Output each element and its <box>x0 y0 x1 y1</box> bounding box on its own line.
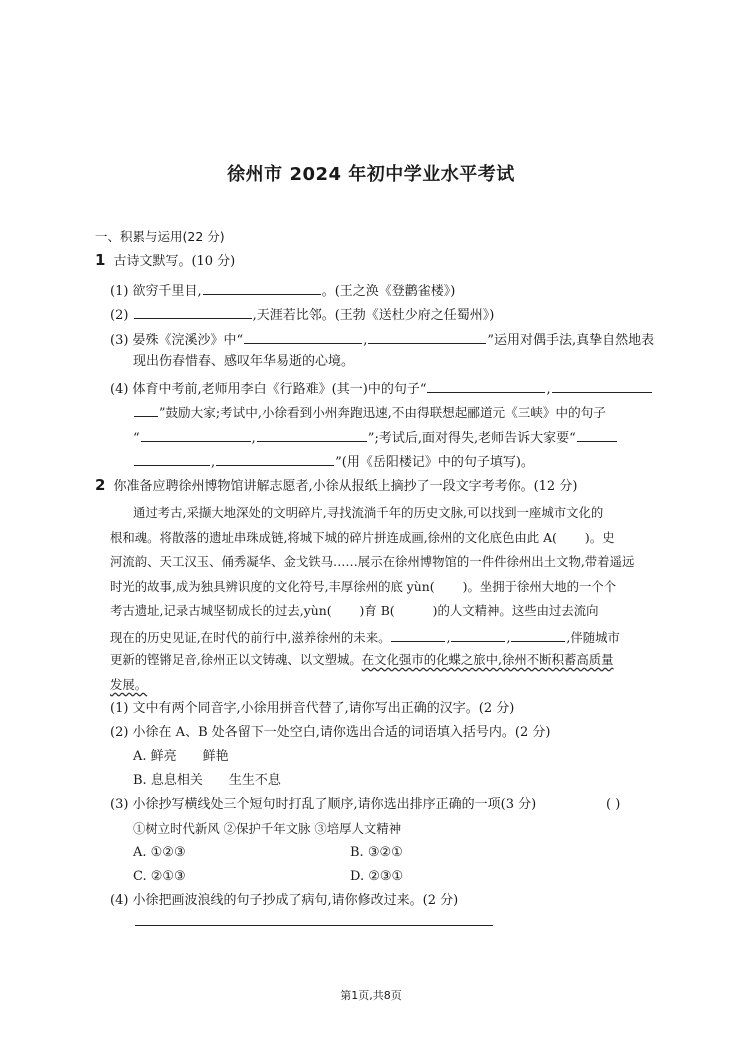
blank-line[interactable] <box>552 378 652 393</box>
blank-line[interactable] <box>244 329 362 344</box>
wavy-underlined-sentence: 在文化强市的化蝶之旅中,徐州不断积蓄高质量 <box>361 652 614 667</box>
blank-line[interactable] <box>511 627 565 642</box>
q1-item-2 <box>110 304 494 325</box>
item-text: ”(用《岳阳楼记》中的句子填写)。 <box>335 455 534 470</box>
passage-text: , <box>446 630 451 645</box>
blank-line[interactable] <box>134 304 252 319</box>
passage-text: 考古遗址,记录古城坚韧成长的过去,yùn( <box>110 603 332 618</box>
question-number: 1 <box>95 251 106 269</box>
blank-line[interactable] <box>577 427 617 442</box>
item-text: (3) 晏殊《浣溪沙》中“ <box>110 333 244 348</box>
option-text: 生生不息 <box>228 773 281 788</box>
blank-line[interactable] <box>216 451 334 466</box>
passage-text: , <box>506 630 511 645</box>
q1-item-4 <box>110 378 653 399</box>
passage-line-3: 河流韵、天工汉玉、俑秀凝华、金戈铁马……展示在徐州博物馆的一件件徐州出土文物,带着遥远 <box>110 554 635 569</box>
section-heading: 一、积累与运用(22 分) <box>95 229 225 244</box>
item-text: ,天涯若比邻。(王勃《送杜少府之任蜀州》) <box>252 308 495 323</box>
item-text: , <box>211 455 216 470</box>
passage-text: 根和魂。将散落的遗址串珠成链,将城下城的碎片拼连成画,徐州的文化底色由此 A( <box>110 530 557 545</box>
passage-text: 现在的历史见证,在时代的前行中,滋养徐州的未来。 <box>110 630 391 645</box>
q2-sub-2: (2) 小徐在 A、B 处各留下一处空白,请你选出合适的词语填入括号内。(2 分) <box>110 725 551 740</box>
passage-text: 时光的故事,成为独具辨识度的文化符号,丰厚徐州的底 yùn( <box>110 579 435 594</box>
item-text: (2) <box>110 308 129 323</box>
option-text: 鲜艳 <box>202 749 229 764</box>
blank-line[interactable] <box>391 627 445 642</box>
passage-line-5 <box>110 602 599 620</box>
question-text: 你准备应聘徐州博物馆讲解志愿者,小徐从报纸上摘抄了一段文字考考你。(12 分) <box>113 479 578 494</box>
question-1-stem <box>95 251 235 271</box>
passage-line-2 <box>110 529 615 547</box>
q1-item-3-cont: 现出伤春惜春、感叹年华易逝的心境。 <box>133 354 355 369</box>
item-text: , <box>546 382 551 397</box>
wavy-underlined-sentence: 发展。 <box>110 677 148 692</box>
item-text: (1) 欲穷千里目, <box>110 284 202 299</box>
q1-item-4-cont3 <box>133 451 534 472</box>
q1-item-4-cont2 <box>133 427 618 448</box>
q2-sub-3: (3) 小徐抄写横线处三个短句时打乱了顺序,请你选出排序正确的一项(3 分) <box>110 797 537 812</box>
option-text: B. 息息相关 <box>133 773 203 788</box>
item-text: 。(王之涣《登鹳雀楼》) <box>321 284 456 299</box>
blank-line[interactable] <box>141 427 251 442</box>
q2-sub-2-option-b <box>133 772 281 790</box>
passage-text: )。史 <box>584 530 615 545</box>
item-text: , <box>251 431 256 446</box>
q2-sub-4: (4) 小徐把画波浪线的句子抄成了病句,请你修改过来。(2 分) <box>110 893 459 908</box>
blank-line[interactable] <box>427 378 545 393</box>
option-b[interactable]: B. ③②① <box>350 845 403 860</box>
q1-item-4-cont1 <box>133 402 606 422</box>
blank-line[interactable] <box>203 280 321 295</box>
item-text: ”;考试后,面对得失,老师告诉大家要“ <box>367 431 576 446</box>
passage-line-4 <box>110 578 616 596</box>
q2-sub-1: (1) 文中有两个同音字,小徐用拼音代替了,请你写出正确的汉字。(2 分) <box>110 701 515 716</box>
q1-item-3 <box>110 329 654 350</box>
passage-line-1: 通过考古,采撷大地深处的文明碎片,寻找流淌千年的历史文脉,可以找到一座城市文化的 <box>133 505 604 520</box>
passage-text: )育 B( <box>359 603 395 618</box>
item-text: ”运用对偶手法,真挚自然地表 <box>487 333 655 348</box>
answer-paren[interactable]: ( ) <box>606 797 621 812</box>
option-c[interactable]: C. ②①③ <box>133 869 186 884</box>
item-text: , <box>363 333 368 348</box>
blank-line[interactable] <box>368 329 486 344</box>
passage-text: )。坐拥于徐州大地的一个个 <box>462 579 617 594</box>
item-text: “ <box>133 431 140 446</box>
blank-line[interactable] <box>257 427 367 442</box>
option-a[interactable]: A. ①②③ <box>133 845 186 860</box>
option-d[interactable]: D. ②③① <box>350 869 404 884</box>
blank-line[interactable] <box>451 627 505 642</box>
option-text: A. 鲜亮 <box>133 749 177 764</box>
item-text: ”鼓励大家;考试中,小徐看到小州奔跑迅速,不由得联想起郦道元《三峡》中的句子 <box>159 405 606 420</box>
q2-sub-3-items: ①树立时代新风 ②保护千年文脉 ③培厚人文精神 <box>133 821 402 836</box>
passage-text: 更新的铿锵足音,徐州正以文铸魂、以文塑城。 <box>110 652 362 667</box>
passage-text: )的人文精神。这些由过去流向 <box>432 603 599 618</box>
passage-text: ,伴随城市 <box>566 630 620 645</box>
exam-title: 徐州市 2024 年初中学业水平考试 <box>227 164 515 185</box>
answer-writing-line[interactable] <box>135 925 493 926</box>
question-number: 2 <box>95 476 106 494</box>
question-text: 古诗文默写。(10 分) <box>113 254 236 269</box>
q1-item-1 <box>110 280 455 301</box>
blank-line[interactable] <box>134 402 158 417</box>
blank-line[interactable] <box>134 451 210 466</box>
page-footer: 第1页,共8页 <box>340 989 402 1002</box>
item-text: (4) 体育中考前,老师用李白《行路难》(其一)中的句子“ <box>110 382 427 397</box>
q2-sub-2-option-a <box>133 748 229 766</box>
question-2-stem <box>95 476 577 496</box>
passage-line-6 <box>110 627 620 647</box>
passage-line-7 <box>110 651 614 669</box>
passage-line-8 <box>110 676 147 694</box>
